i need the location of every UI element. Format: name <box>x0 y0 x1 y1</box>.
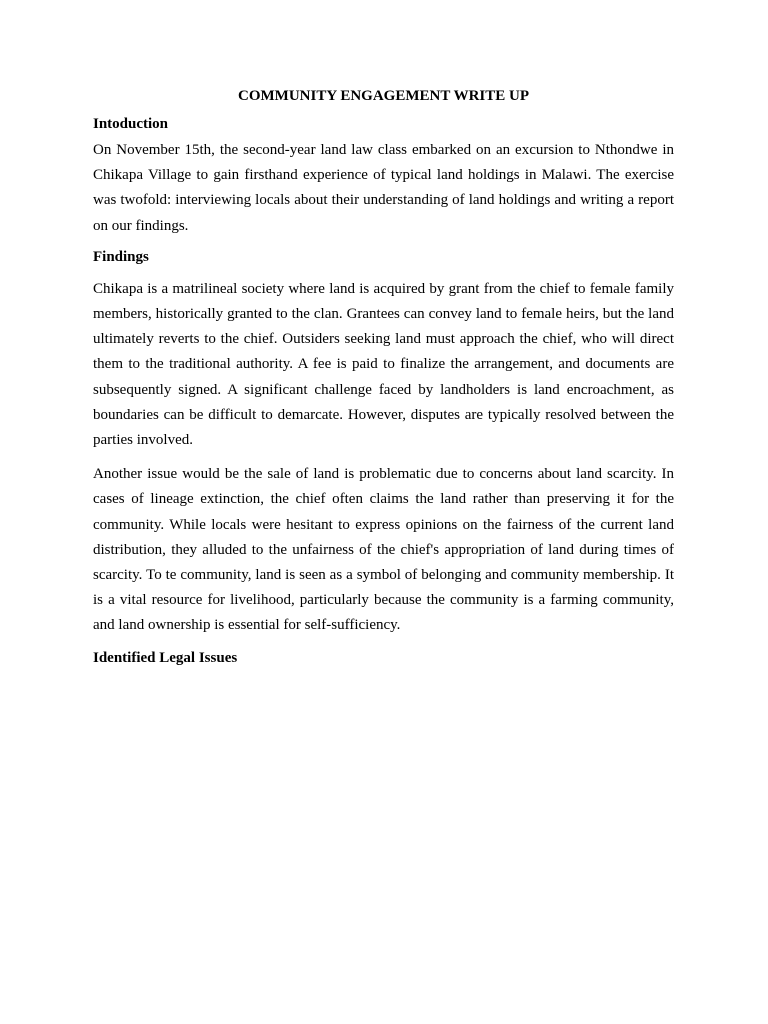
findings-paragraph: Chikapa is a matrilineal society where land is acquired by grant from the chief to female family members, historically granted to the clan. Grantees can convey land to female heirs, but the land ultimately reverts to the chief. Outsiders seeking land must approach the chief, who will direct them to the traditional authority. A fee is paid to finalize the arrangement, and documents are subsequently signed. A significant challenge faced by landholders is land encroachment, as boundaries can be difficult to demarcate. However, disputes are typically resolved between the parties involved. <box>93 280 674 449</box>
section-heading-findings: Findings <box>93 248 149 265</box>
section-heading-legal-issues: Identified Legal Issues <box>93 649 238 666</box>
document-title: COMMUNITY ENGAGEMENT WRITE UP <box>238 88 529 104</box>
document-body <box>93 86 674 668</box>
introduction-paragraph: On November 15th, the second-year land law class embarked on an excursion to Nthondwe in Chikapa Village to gain firsthand experience of typical land holdings in Malawi. The exercise was twofold: interviewing locals about their understanding of land holdings and writing a report on our findings. <box>93 142 674 234</box>
findings-paragraph: Another issue would be the sale of land is problematic due to concerns about land scarcity. In cases of lineage extinction, the chief often claims the land rather than preserving it for the community. While locals were hesitant to express opinions on the fairness of the current land distribution, they alluded to the unfairness of the chief's appropriation of land during times of scarcity. To te community, land is seen as a symbol of belonging and community membership. It is a vital resource for livelihood, particularly because the community is a farming community, and land ownership is essential for self-sufficiency. <box>93 466 674 634</box>
section-heading-introduction: Intoduction <box>93 116 169 132</box>
